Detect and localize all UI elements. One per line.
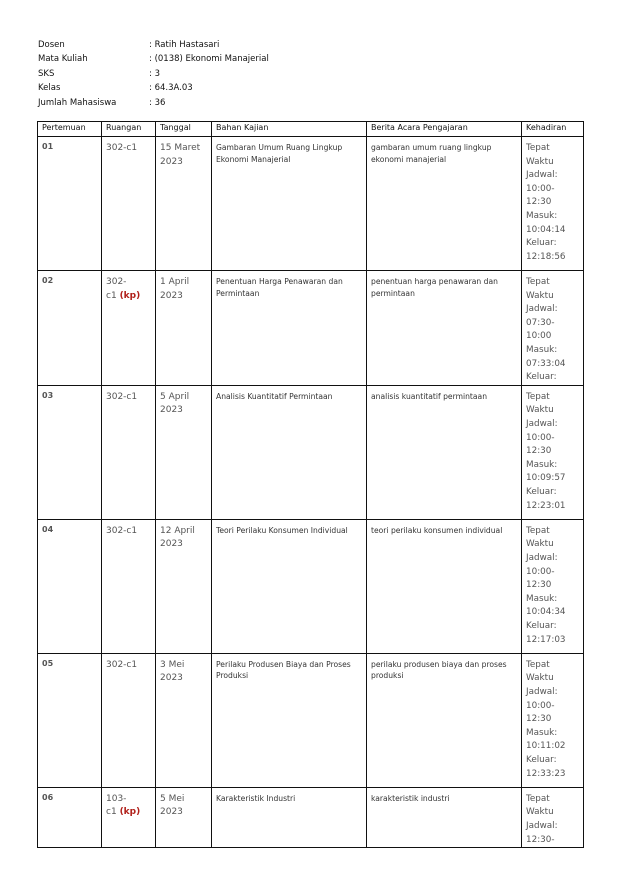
att-in-label: Masuk: — [526, 210, 558, 221]
jumlah-label: Jumlah Mahasiswa — [38, 97, 117, 108]
topic-cell: Penentuan Harga Penawaran dan Permintaan — [212, 271, 367, 386]
room-cell — [102, 271, 156, 386]
att-status: Waktu — [526, 290, 554, 301]
sks-value: : 3 — [149, 68, 160, 79]
room-text: 302- — [106, 277, 127, 287]
date-day: 12 April — [160, 525, 195, 536]
date-year: 2023 — [160, 673, 183, 684]
topic-cell: Teori Perilaku Konsumen Individual — [212, 519, 367, 653]
att-in-time: 10:11:02 — [526, 741, 566, 752]
room-text: 302-c1 — [106, 525, 138, 536]
att-schedule-start: 12:30- — [526, 834, 555, 845]
header-bahan-kajian: Bahan Kajian — [212, 122, 367, 137]
att-out-time: 12:18:56 — [526, 251, 566, 262]
header-kehadiran: Kehadiran — [522, 122, 584, 137]
table-row — [38, 137, 584, 271]
room-text: 302-c1 — [106, 659, 138, 670]
date-day: 1 April — [160, 277, 190, 287]
date-day: 3 Mei — [160, 659, 185, 670]
attendance-cell — [522, 271, 584, 386]
att-schedule-start: 10:00- — [526, 432, 555, 443]
date-year: 2023 — [160, 807, 183, 818]
date-cell — [156, 271, 212, 386]
att-status: Waktu — [526, 807, 554, 818]
att-schedule-start: 10:00- — [526, 183, 555, 194]
sks-row — [38, 67, 269, 81]
table-row — [38, 787, 584, 847]
att-status: Waktu — [526, 405, 554, 416]
att-schedule-start: 07:30- — [526, 317, 555, 328]
table-row — [38, 653, 584, 787]
room-cell — [102, 519, 156, 653]
teaching-report-cell: perilaku produsen biaya dan proses produksi — [367, 653, 522, 787]
att-in-time: 10:04:34 — [526, 607, 566, 618]
header-berita-acara: Berita Acara Pengajaran — [367, 122, 522, 137]
room-text: 302-c1 — [106, 391, 138, 402]
room-cell — [102, 137, 156, 271]
topic-cell: Gambaran Umum Ruang Lingkup Ekonomi Manajerial — [212, 137, 367, 271]
date-day: 15 Maret — [160, 143, 201, 153]
teaching-report-cell: karakteristik industri — [367, 787, 522, 847]
kelas-value: : 64.3A.03 — [149, 83, 193, 94]
date-year: 2023 — [160, 290, 183, 301]
table-header-row — [38, 122, 584, 137]
teaching-report-cell: analisis kuantitatif permintaan — [367, 385, 522, 519]
attendance-cell — [522, 385, 584, 519]
header-pertemuan: Pertemuan — [38, 122, 102, 137]
att-out-time: 12:23:01 — [526, 500, 566, 511]
att-out-label: Keluar: — [526, 620, 557, 631]
matkul-label: Mata Kuliah — [38, 54, 88, 65]
room-tail-line — [106, 290, 151, 304]
date-day: 5 April — [160, 391, 190, 402]
meeting-number: 05 — [38, 653, 102, 787]
date-cell — [156, 653, 212, 787]
date-day: 5 Mei — [160, 793, 185, 804]
room-cell — [102, 385, 156, 519]
att-out-label: Keluar: — [526, 238, 557, 249]
att-status: Waktu — [526, 156, 554, 167]
sks-label: SKS — [38, 68, 55, 79]
dosen-label: Dosen — [38, 40, 65, 50]
att-in-time: 07:33:04 — [526, 358, 566, 369]
att-schedule-end: 12:30 — [526, 197, 552, 208]
att-in-label: Masuk: — [526, 344, 558, 355]
att-schedule-end: 12:30 — [526, 446, 552, 457]
att-in-label: Masuk: — [526, 459, 558, 470]
topic-cell: Perilaku Produsen Biaya dan Proses Produksi — [212, 653, 367, 787]
att-status: Tepat — [526, 525, 550, 536]
att-in-time: 10:04:14 — [526, 224, 566, 235]
att-status: Waktu — [526, 539, 554, 550]
header-ruangan: Ruangan — [102, 122, 156, 137]
date-year: 2023 — [160, 156, 183, 167]
dosen-row — [38, 38, 269, 52]
date-cell — [156, 137, 212, 271]
attendance-cell — [522, 653, 584, 787]
att-schedule-start: 10:00- — [526, 700, 555, 711]
kelas-row — [38, 81, 269, 95]
att-schedule-end: 12:30 — [526, 580, 552, 591]
teaching-report-cell: teori perilaku konsumen individual — [367, 519, 522, 653]
room-text: 103- — [106, 793, 127, 804]
date-cell — [156, 787, 212, 847]
table-row — [38, 385, 584, 519]
matkul-row — [38, 52, 269, 66]
date-year: 2023 — [160, 405, 183, 416]
att-status: Tepat — [526, 659, 550, 670]
att-out-label: Keluar: — [526, 486, 557, 497]
meeting-number: 06 — [38, 787, 102, 847]
att-status: Tepat — [526, 391, 550, 402]
room-tail: c1 — [106, 807, 117, 818]
meeting-number: 04 — [38, 519, 102, 653]
header-tanggal: Tanggal — [156, 122, 212, 137]
att-schedule-label: Jadwal: — [526, 820, 558, 831]
kelas-label: Kelas — [38, 83, 61, 94]
teaching-report-cell: gambaran umum ruang lingkup ekonomi manajerial — [367, 137, 522, 271]
att-out-time: 12:17:03 — [526, 634, 566, 645]
teaching-report-cell: penentuan harga penawaran dan permintaan — [367, 271, 522, 386]
att-schedule-label: Jadwal: — [526, 552, 558, 563]
attendance-cell — [522, 519, 584, 653]
topic-cell: Karakteristik Industri — [212, 787, 367, 847]
att-schedule-label: Jadwal: — [526, 170, 558, 181]
meeting-number: 03 — [38, 385, 102, 519]
att-schedule-end: 10:00 — [526, 331, 552, 342]
dosen-value: : Ratih Hastasari — [149, 40, 220, 50]
att-status: Tepat — [526, 793, 550, 804]
table-row — [38, 519, 584, 653]
attendance-table — [37, 121, 584, 848]
attendance-cell — [522, 787, 584, 847]
att-status: Waktu — [526, 673, 554, 684]
kp-badge: (kp) — [119, 290, 141, 301]
table-row — [38, 271, 584, 386]
att-status: Tepat — [526, 277, 550, 287]
att-schedule-label: Jadwal: — [526, 304, 558, 315]
meeting-number: 01 — [38, 137, 102, 271]
jumlah-value: : 36 — [149, 97, 166, 108]
att-out-label: Keluar: — [526, 754, 557, 765]
kp-badge: (kp) — [119, 807, 141, 818]
date-year: 2023 — [160, 539, 183, 550]
jumlah-row — [38, 96, 269, 110]
att-schedule-label: Jadwal: — [526, 686, 558, 697]
room-text: 302-c1 — [106, 143, 138, 153]
room-cell — [102, 787, 156, 847]
room-cell — [102, 653, 156, 787]
att-out-time: 12:33:23 — [526, 768, 566, 779]
att-schedule-end: 12:30 — [526, 714, 552, 725]
topic-cell: Analisis Kuantitatif Permintaan — [212, 385, 367, 519]
date-cell — [156, 519, 212, 653]
att-status: Tepat — [526, 143, 550, 153]
att-in-label: Masuk: — [526, 593, 558, 604]
meeting-number: 02 — [38, 271, 102, 386]
att-in-label: Masuk: — [526, 727, 558, 738]
att-in-time: 10:09:57 — [526, 473, 566, 484]
room-tail: c1 — [106, 290, 117, 301]
course-info — [38, 38, 269, 110]
att-out-label: Keluar: — [526, 372, 557, 383]
room-tail-line — [106, 806, 151, 820]
att-schedule-start: 10:00- — [526, 566, 555, 577]
matkul-value: : (0138) Ekonomi Manajerial — [149, 54, 269, 65]
attendance-cell — [522, 137, 584, 271]
att-schedule-label: Jadwal: — [526, 418, 558, 429]
date-cell — [156, 385, 212, 519]
